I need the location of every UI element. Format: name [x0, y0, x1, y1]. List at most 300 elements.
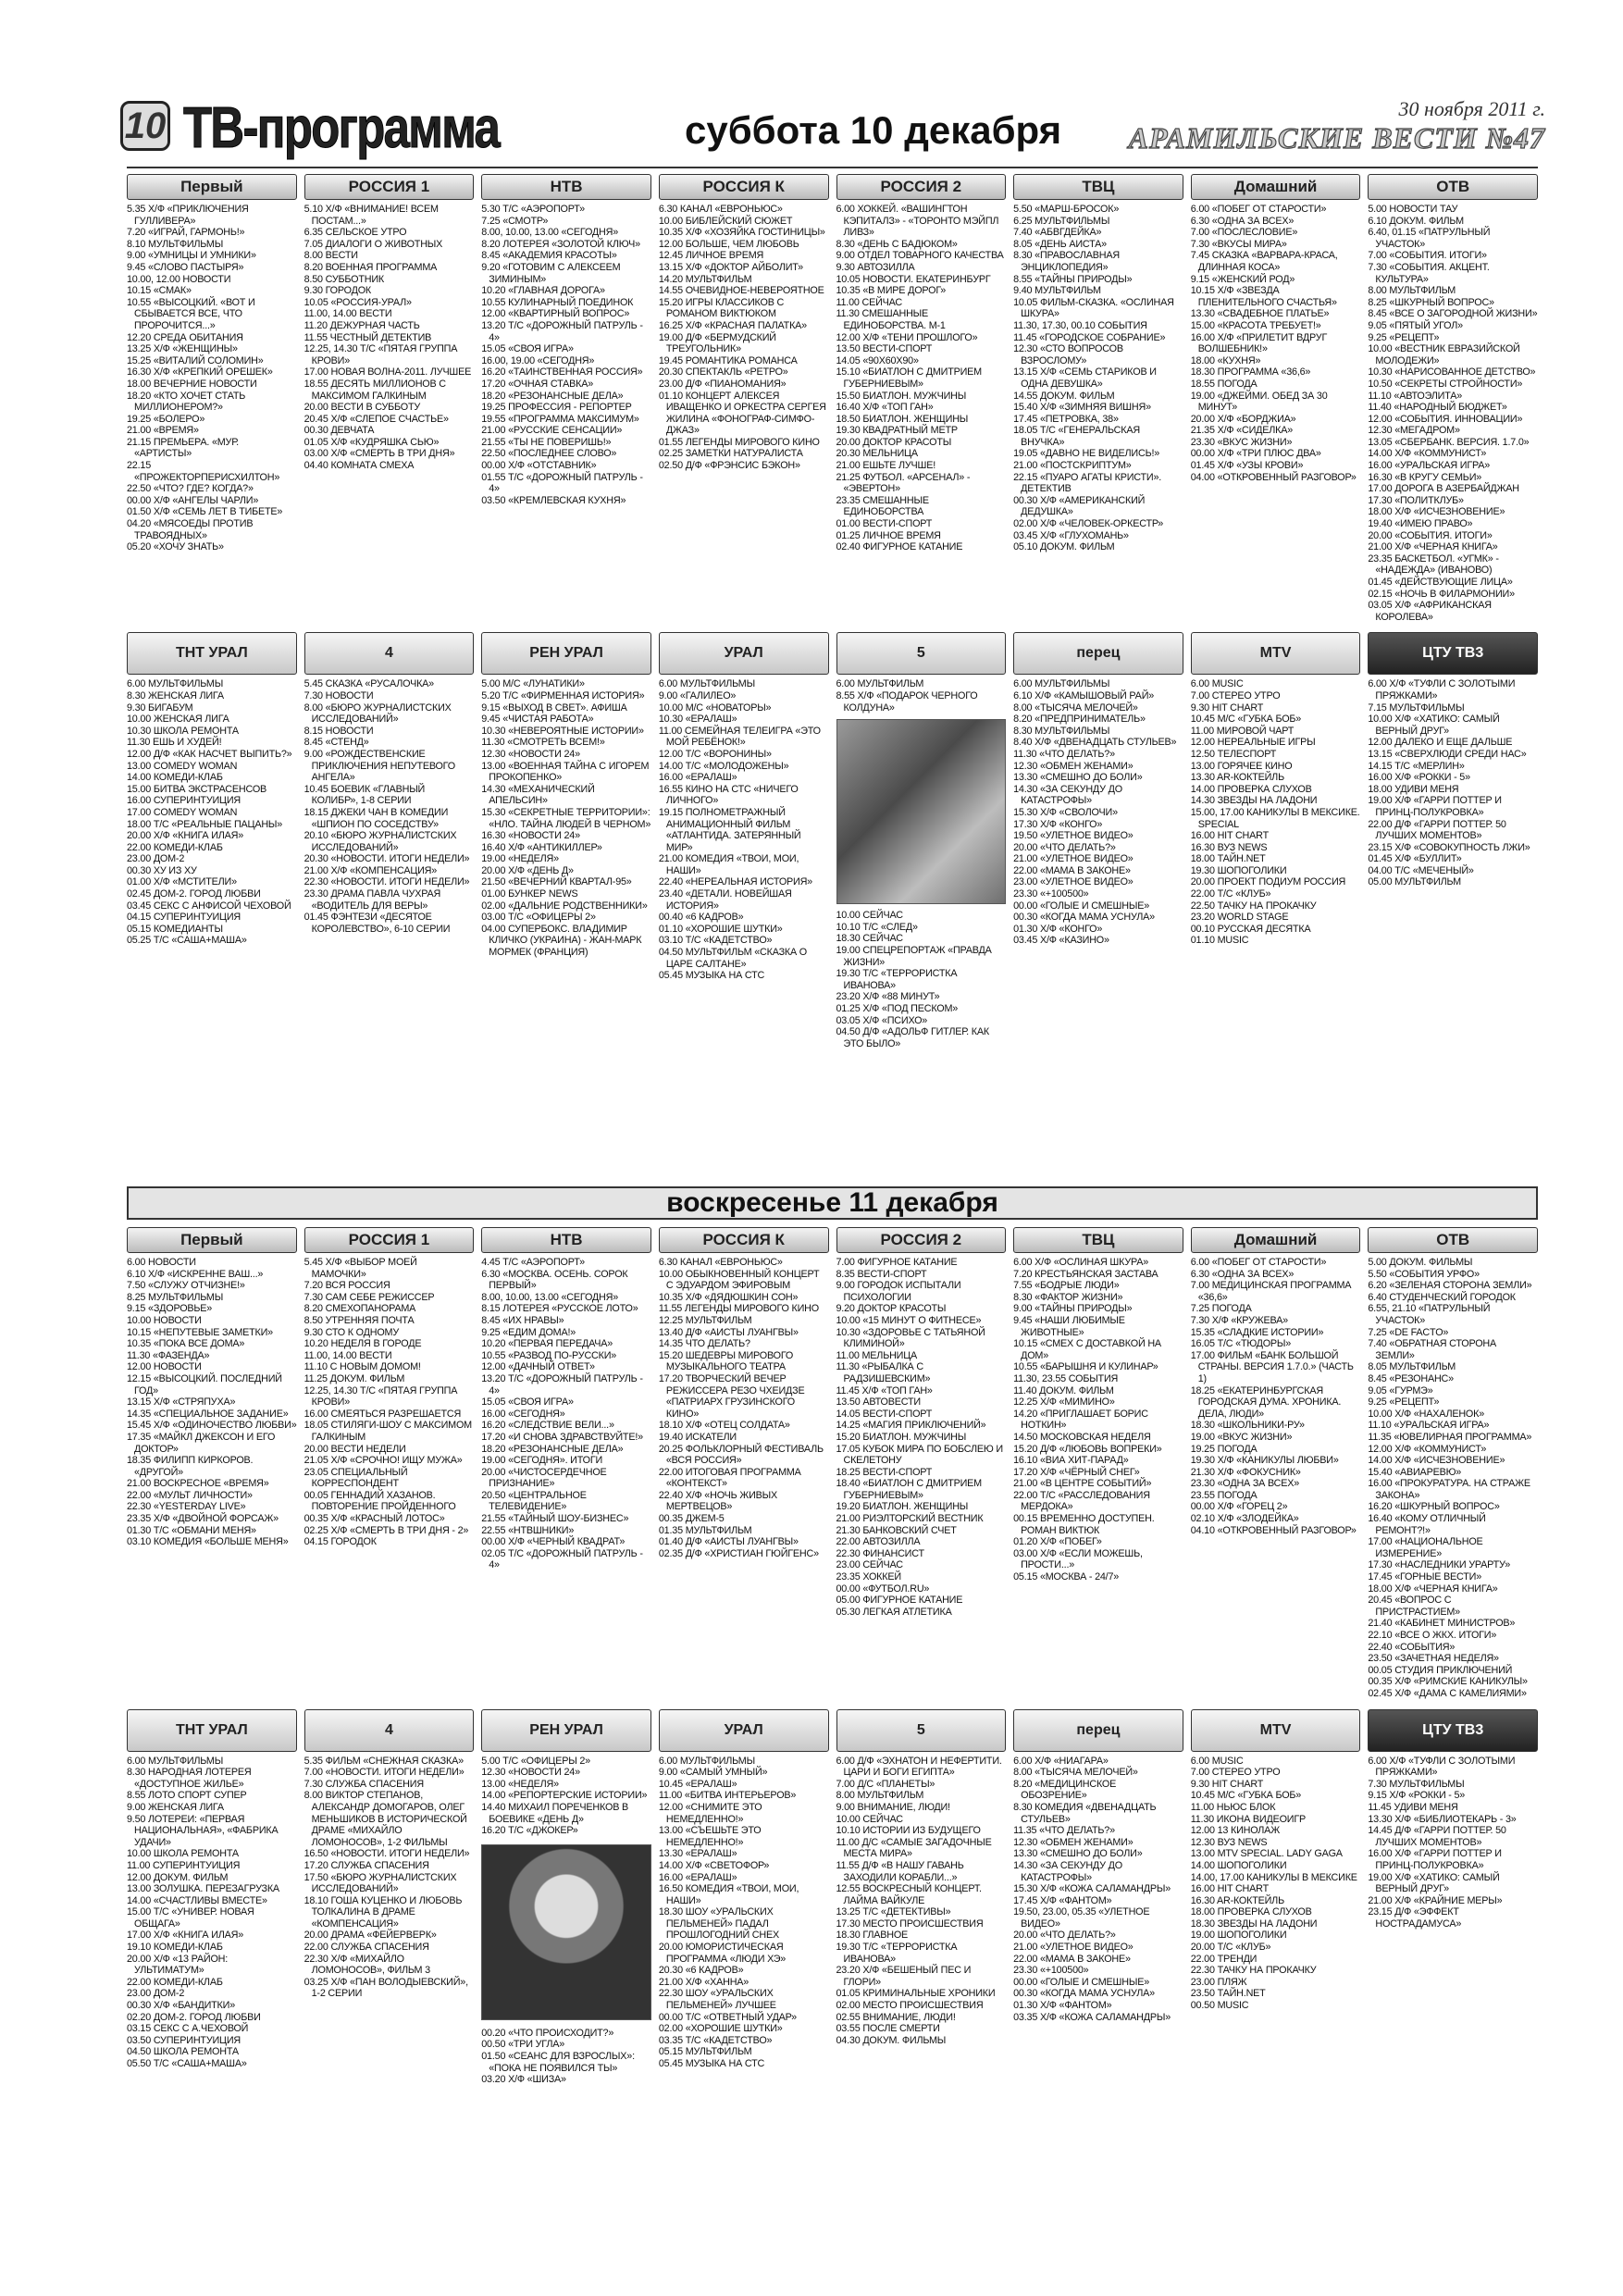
program-item: 19.55 «ПРОГРАММА МАКСИМУМ» — [481, 413, 639, 425]
sunday-heading: воскресенье 11 декабря — [127, 1186, 1538, 1220]
program-item: 14.35 «СПЕЦИАЛЬНОЕ ЗАДАНИЕ» — [127, 1408, 289, 1420]
channel-logo: 4 — [304, 1709, 475, 1752]
program-item: 23.30 «ВКУС ЖИЗНИ» — [1190, 436, 1293, 448]
channel-column — [1191, 1227, 1361, 1700]
program-item: 6.55, 21.10 «ПАТРУЛЬНЫЙ УЧАСТОК» — [1368, 1303, 1491, 1326]
program-item: 21.00 Х/Ф «ХАННА» — [658, 1976, 750, 1988]
program-item: 00.05 ГЕННАДИЙ ХАЗАНОВ. ПОВТОРЕНИЕ ПРОЙДЕННОГО — [304, 1489, 456, 1513]
program-item: 16.30 ВУЗ NEWS — [1190, 841, 1268, 853]
program-item: 10.35 «ПОКА ВСЕ ДОМА» — [127, 1338, 245, 1350]
program-item: 02.20 ДОМ-2. ГОРОД ЛЮБВИ — [127, 2011, 261, 2023]
program-item: 23.55 ПОГОДА — [1190, 1489, 1258, 1501]
program-item: 9.00 «САМЫЙ УМНЫЙ» — [658, 1767, 768, 1779]
channel-logo: РОССИЯ 2 — [836, 174, 1007, 200]
program-item: 10.50 «СЕКРЕТЫ СТРОЙНОСТИ» — [1368, 378, 1523, 390]
program-item: 21.00 «В ЦЕНТРЕ СОБЫТИЙ» — [1013, 1478, 1152, 1490]
program-item: 23.50 «ЗАЧЕТНАЯ НЕДЕЛЯ» — [1368, 1653, 1499, 1665]
program-item: 17.50 «БЮРО ЖУРНАЛИСТСКИХ ИССЛЕДОВАНИЙ» — [304, 1871, 457, 1895]
program-item: 18.40 «БИАТЛОН С ДМИТРИЕМ ГУБЕРНИЕВЫМ» — [836, 1478, 982, 1501]
program-item: 20.00 «ЧТО ДЕЛАТЬ?» — [1013, 1930, 1116, 1942]
program-item: 02.50 Д/Ф «ФРЭНСИС БЭКОН» — [658, 460, 800, 472]
program-item: 12.30 ВУЗ NEWS — [1190, 1836, 1268, 1848]
program-item: 6.30 КАНАЛ «ЕВРОНЬЮС» — [658, 204, 783, 215]
program-item: 11.30 ЕШЬ И ХУДЕЙ! — [127, 737, 222, 749]
program-item: 6.30 «ОДНА ЗА ВСЕХ» — [1190, 1268, 1295, 1280]
program-item: 00.05 СТУДИЯ ПРИКЛЮЧЕНИЙ — [1368, 1664, 1513, 1676]
program-item: 19.40 ИСКАТЕЛИ — [658, 1431, 737, 1443]
program-item: 5.30 Т/С «АЭРОПОРТ» — [481, 204, 585, 215]
program-item: 8.45 «ИХ НРАВЫ» — [481, 1314, 564, 1326]
program-item: 7.30 СЛУЖБА СПАСЕНИЯ — [304, 1778, 424, 1790]
program-item: 16.00 СМЕЯТЬСЯ РАЗРЕШАЕТСЯ — [304, 1408, 462, 1420]
program-item: 01.40 Д/Ф «АИСТЫ ЛУАНГВЫ» — [658, 1536, 799, 1548]
program-item: 8.05 «ДЕНЬ АИСТА» — [1013, 238, 1107, 250]
channel-logo: ОТВ — [1368, 174, 1538, 200]
program-item: 04.00 «ОТКРОВЕННЫЙ РАЗГОВОР» — [1190, 471, 1357, 483]
program-item: 03.50 «КРЕМЛЕВСКАЯ КУХНЯ» — [481, 494, 626, 506]
program-item: 03.45 Х/Ф «ГЛУХОМАНЬ» — [1013, 529, 1129, 541]
program-item: 6.30 КАНАЛ «ЕВРОНЬЮС» — [658, 1257, 783, 1268]
program-item: 13.50 АВТОВЕСТИ — [836, 1396, 921, 1409]
program-item: 16.10 «ВИА ХИТ-ПАРАД» — [1013, 1455, 1129, 1467]
program-item: 7.15 МУЛЬТФИЛЬМЫ — [1368, 701, 1465, 714]
program-item: 10.35 Х/Ф «ХОЗЯЙКА ГОСТИНИЦЫ» — [658, 227, 825, 239]
channel-column — [1368, 632, 1538, 1049]
program-item: 22.00 «МАМА В ЗАКОНЕ» — [1013, 1953, 1131, 1965]
program-item: 10.00 СЕЙЧАС — [836, 910, 903, 922]
program-item: 6.40 СТУДЕНЧЕСКИЙ ГОРОДОК — [1368, 1291, 1516, 1303]
program-item: 00.10 РУССКАЯ ДЕСЯТКА — [1190, 923, 1311, 935]
program-item: 19.30 КВАДРАТНЫЙ МЕТР — [836, 425, 958, 437]
program-item: 16.00 Х/Ф «ПРИЛЕТИТ ВДРУГ ВОЛШЕБНИК!» — [1190, 331, 1328, 355]
program-item: 9.30 АВТОЗИЛЛА — [836, 261, 915, 273]
program-item: 10.00 СЕЙЧАС — [836, 1813, 903, 1825]
channel-column — [1191, 1709, 1361, 2086]
program-item: 13.25 Т/С «ДЕТЕКТИВЫ» — [836, 1906, 951, 1918]
program-item: 02.35 Д/Ф «ХРИСТИАН ГЮЙГЕНС» — [658, 1547, 819, 1559]
program-item: 05.45 МУЗЫКА НА СТС — [658, 970, 765, 982]
program-item: 6.00 MUSIC — [1190, 678, 1244, 690]
program-item: 10.15 Х/Ф «ЗВЕЗДА ПЛЕНИТЕЛЬНОГО СЧАСТЬЯ» — [1190, 285, 1337, 308]
program-item: 7.00 «НОВОСТИ. ИТОГИ НЕДЕЛИ» — [304, 1767, 465, 1779]
program-item: 21.50 «ВЕЧЕРНИЙ КВАРТАЛ-95» — [481, 876, 632, 888]
program-item: 20.00 ПРОЕКТ ПОДИУМ РОССИЯ — [1190, 876, 1346, 888]
program-item: 22.00 «МАМА В ЗАКОНЕ» — [1013, 864, 1131, 876]
channel-logo: ТНТ УРАЛ — [127, 632, 297, 675]
program-item: 16.00 HIT CHART — [1190, 1883, 1269, 1895]
program-item: 17.20 «ОЧНАЯ СТАВКА» — [481, 378, 593, 390]
program-item: 00.30 Х/Ф «БАНДИТКИ» — [127, 2000, 236, 2012]
program-item: 03.00 Х/Ф «ЕСЛИ МОЖЕШЬ, ПРОСТИ...» — [1013, 1547, 1143, 1571]
program-item: 8.05 МУЛЬТФИЛЬМ — [1368, 1361, 1456, 1373]
program-item: 01.10 MUSIC — [1190, 935, 1249, 947]
program-item: 03.55 ПОСЛЕ СМЕРТИ — [836, 2023, 940, 2035]
channel-logo: УРАЛ — [659, 632, 829, 675]
program-item: 23.00 ДОМ-2 — [127, 853, 185, 865]
program-item: 18.20 «РЕЗОНАНСНЫЕ ДЕЛА» — [481, 1443, 624, 1455]
program-item: 22.15 «ПУАРО АГАТЫ КРИСТИ». ДЕТЕКТИВ — [1013, 471, 1162, 495]
program-item: 10.10 ИСТОРИИ ИЗ БУДУЩЕГО — [836, 1825, 981, 1837]
program-item: 9.15 «ЗДОРОВЬЕ» — [127, 1303, 213, 1315]
program-item: 5.35 ФИЛЬМ «СНЕЖНАЯ СКАЗКА» — [304, 1755, 464, 1767]
program-item: 04.50 МУЛЬТФИЛЬМ «СКАЗКА О ЦАРЕ САЛТАНЕ» — [658, 947, 807, 970]
program-item: 19.30 Х/Ф «КАНИКУЛЫ ЛЮБВИ» — [1190, 1455, 1339, 1467]
program-item: 23.15 Х/Ф «СОВОКУПНОСТЬ ЛЖИ» — [1368, 841, 1530, 853]
program-item: 8.20 «ПРЕДПРИНИМАТЕЛЬ» — [1013, 714, 1146, 726]
program-item: 15.30 Х/Ф «КОЖА САЛАМАНДРЫ» — [1013, 1883, 1171, 1895]
program-item: 9.00 ГОРОДОК ИСПЫТАЛИ ПСИХОЛОГИИ — [836, 1280, 961, 1303]
program-item: 9.25 «РЕЦЕПТ» — [1368, 1396, 1440, 1409]
program-item: 9.00 «ТАЙНЫ ПРИРОДЫ» — [1013, 1303, 1133, 1315]
program-item: 15.10 «БИАТЛОН С ДМИТРИЕМ ГУБЕРНИЕВЫМ» — [836, 366, 982, 390]
program-item: 10.45 М/С «ГУБКА БОБ» — [1190, 1790, 1302, 1802]
program-item: 01.45 «ДЕЙСТВУЮЩИЕ ЛИЦА» — [1368, 577, 1513, 588]
channel-column — [1368, 1709, 1538, 2086]
program-item: 12.30 «МЕГАДРОМ» — [1368, 425, 1460, 437]
program-item: 13.15 Х/Ф «ДОКТОР АЙБОЛИТ» — [658, 261, 803, 273]
channel-logo: ЦТУ ТВ3 — [1368, 1709, 1538, 1752]
program-item: 6.20 «ЗЕЛЕНАЯ СТОРОНА ЗЕМЛИ» — [1368, 1280, 1532, 1292]
channel-column — [836, 174, 1007, 623]
program-item: 13.00 ГОРЯЧЕЕ КИНО — [1190, 760, 1293, 772]
program-item: 15.20 БИАТЛОН. МУЖЧИНЫ — [836, 1431, 967, 1443]
program-item: 11.30 «СМОТРЕТЬ ВСЕМ!» — [481, 737, 605, 749]
program-item: 12.30 «НОВОСТИ 24» — [481, 1767, 580, 1779]
program-item: 7.00 СТЕРЕО УТРО — [1190, 1767, 1281, 1779]
program-item: 11.00 МЕЛЬНИЦА — [836, 1349, 918, 1361]
program-item: 8.00 ВИКТОР СТЕПАНОВ, АЛЕКСАНДР ДОМОГАРОВ, ОЛЕГ МЕНЬШИКОВ В ИСТОРИЧЕСКОЙ ДРАМЕ «МИХАЙЛО ЛОМОНОСОВ», 1-2 ФИЛЬМЫ — [304, 1790, 467, 1848]
channel-logo: ТНТ УРАЛ — [127, 1709, 297, 1752]
program-item: 11.00 СУПЕРИНТУИЦИЯ — [127, 1859, 241, 1871]
program-item: 05.15 КОМЕДИАНТЫ — [127, 923, 223, 935]
program-item: 6.00 ХОККЕЙ. «ВАШИНГТОН КЭПИТАЛЗ» - «ТОРОНТО МЭЙПЛ ЛИВЗ» — [836, 204, 999, 239]
program-item: 10.45 БОЕВИК «ГЛАВНЫЙ КОЛИБР», 1-8 СЕРИИ — [304, 783, 426, 807]
program-item: 7.40 «АБВГДЕЙКА» — [1013, 227, 1102, 239]
program-item: 17.00 ФИЛЬМ «БАНК БОЛЬШОЙ СТРАНЫ. ВЕРСИЯ 1.7.0.» (ЧАСТЬ 1) — [1190, 1349, 1354, 1384]
program-item: 16.20 «ТАИНСТВЕННАЯ РОССИЯ» — [481, 366, 643, 379]
program-item: 10.35 Х/Ф «ДЯДЮШКИН СОН» — [658, 1291, 799, 1303]
channel-column — [481, 174, 651, 623]
program-item: 00.00 «ФУТБОЛ.RU» — [836, 1582, 930, 1595]
program-item: 5.20 Т/С «ФИРМЕННАЯ ИСТОРИЯ» — [481, 689, 645, 701]
channel-column — [304, 632, 475, 1049]
program-item: 5.00 М/С «ЛУНАТИКИ» — [481, 678, 585, 690]
program-item: 17.35 «МАЙКЛ ДЖЕКСОН И ЕГО ДОКТОР» — [127, 1431, 276, 1455]
program-item: 8.10 МУЛЬТФИЛЬМЫ — [127, 238, 224, 250]
program-item: 02.00 МЕСТО ПРОИСШЕСТВИЯ — [836, 2000, 984, 2012]
program-item: 22.40 Х/Ф «НОЧЬ ЖИВЫХ МЕРТВЕЦОВ» — [658, 1489, 778, 1513]
program-item: 18.30 ЗВЕЗДЫ НА ЛАДОНИ — [1190, 1917, 1318, 1930]
program-item: 6.10 Х/Ф «КАМЫШОВЫЙ РАЙ» — [1013, 689, 1155, 701]
program-item: 7.20 ВСЯ РОССИЯ — [304, 1280, 390, 1292]
program-item: 8.45 «РЕЗОНАНС» — [1368, 1372, 1454, 1384]
program-item: 23.35 ХОККЕЙ — [836, 1571, 901, 1583]
channel-column — [1013, 1227, 1183, 1700]
program-item: 19.00 «ДЖЕЙМИ. ОБЕД ЗА 30 МИНУТ» — [1190, 390, 1328, 414]
program-item: 9.15 «ВЫХОД В СВЕТ». АФИША — [481, 701, 627, 714]
program-item: 20.00 «ЧИСТОСЕРДЕЧНОЕ ПРИЗНАНИЕ» — [481, 1466, 607, 1490]
program-item: 17.05 КУБОК МИРА ПО БОБСЛЕЮ И СКЕЛЕТОНУ — [836, 1443, 1003, 1467]
program-item: 22.00 Т/С «КЛУБ» — [1190, 888, 1271, 900]
program-item: 9.45 «НАШИ ЛЮБИМЫЕ ЖИВОТНЫЕ» — [1013, 1314, 1125, 1338]
program-item: 16.00 «ЕРАЛАШ» — [658, 772, 737, 784]
program-item: 02.00 Х/Ф «ЧЕЛОВЕК-ОРКЕСТР» — [1013, 518, 1164, 530]
program-item: 7.30 «СОБЫТИЯ. АКЦЕНТ. КУЛЬТУРА» — [1368, 261, 1490, 285]
program-item: 8.00 ВЕСТИ — [304, 250, 358, 262]
program-item: 11.30, 23.55 СОБЫТИЯ — [1013, 1372, 1119, 1384]
program-item: 12.30 «СТО ВОПРОСОВ ВЗРОСЛОМУ» — [1013, 343, 1123, 366]
program-item: 20.00 «ЧТО ДЕЛАТЬ?» — [1013, 841, 1116, 853]
program-item: 7.00 ФИГУРНОЕ КАТАНИЕ — [836, 1257, 958, 1268]
program-item: 16.50 «НОВОСТИ. ИТОГИ НЕДЕЛИ» — [304, 1848, 470, 1860]
program-item: 15.00, 17.00 КАНИКУЛЫ В МЕКСИКЕ. SPECIAL — [1190, 806, 1360, 830]
program-item: 11.30 «РЫБАЛКА С РАДЗИШЕВСКИМ» — [836, 1361, 931, 1384]
program-item: 20.30 СПЕКТАКЛЬ «РЕТРО» — [658, 366, 788, 379]
program-item: 01.05 Х/Ф «КУДРЯШКА СЬЮ» — [304, 436, 440, 448]
program-item: 02.25 ЗАМЕТКИ НАТУРАЛИСТА — [658, 448, 803, 460]
channel-logo: Первый — [127, 1227, 297, 1253]
program-item: 17.45 «ПЕТРОВКА, 38» — [1013, 413, 1119, 425]
program-item: 10.05 ФИЛЬМ-СКАЗКА. «ОСЛИНАЯ ШКУРА» — [1013, 296, 1174, 320]
program-item: 14.00 КОМЕДИ-КЛАБ — [127, 772, 223, 784]
program-item: 7.00 Д/С «ПЛАНЕТЫ» — [836, 1778, 935, 1790]
program-item: 14.00 ШОПОГОЛИКИ — [1190, 1859, 1287, 1871]
header-rule — [127, 167, 1538, 168]
program-item: 9.00 «УМНИЦЫ И УМНИКИ» — [127, 250, 256, 262]
program-item: 15.00 Т/С «УНИВЕР. НОВАЯ ОБЩАГА» — [127, 1906, 254, 1930]
program-item: 7.00 СТЕРЕО УТРО — [1190, 689, 1281, 701]
program-item: 20.00 Х/Ф «ДЕНЬ Д» — [481, 864, 574, 876]
program-item: 03.35 Х/Ф «КОЖА САЛАМАНДРЫ» — [1013, 2011, 1171, 2023]
program-item: 14.00 Т/С «МОЛОДОЖЕНЫ» — [658, 760, 789, 772]
program-item: 11.00 Д/С «САМЫЕ ЗАГАДОЧНЫЕ МЕСТА МИРА» — [836, 1836, 992, 1860]
program-item: 00.50 «ТРИ УГЛА» — [481, 2039, 565, 2051]
program-item: 02.55 ВНИМАНИЕ, ЛЮДИ! — [836, 2011, 956, 2023]
program-item: 14.30 ЗВЕЗДЫ НА ЛАДОНИ — [1190, 795, 1318, 807]
program-item: 21.05 Х/Ф «СРОЧНО! ИЩУ МУЖА» — [304, 1455, 463, 1467]
program-item: 18.00 Х/Ф «ЧЕРНАЯ КНИГА» — [1368, 1582, 1498, 1595]
program-item: 14.30 «ЗА СЕКУНДУ ДО КАТАСТРОФЫ» — [1013, 1859, 1122, 1883]
program-item: 01.50 «СЕАНС ДЛЯ ВЗРОСЛЫХ»: «ПОКА НЕ ПОЯВИЛСЯ ТЫ» — [481, 2050, 635, 2074]
program-item: 05.10 ДОКУМ. ФИЛЬМ — [1013, 541, 1115, 553]
program-item: 18.50 БИАТЛОН. ЖЕНЩИНЫ — [836, 413, 969, 425]
program-item: 21.00 РИЭЛТОРСКИЙ ВЕСТНИК — [836, 1513, 984, 1525]
program-item: 18.00 ТАЙН.NET — [1190, 853, 1266, 865]
program-item: 12.55 ВОСКРЕСНЫЙ КОНЦЕРТ. ЛАЙМА ВАЙКУЛЕ — [836, 1883, 982, 1906]
program-item: 22.00 КОМЕДИ-КЛАБ — [127, 841, 223, 853]
program-item: 9.30 HIT CHART — [1190, 1778, 1264, 1790]
channel-column — [1013, 174, 1183, 623]
channel-logo: РОССИЯ К — [659, 1227, 829, 1253]
program-item: 11.00 «БИТВА ИНТЕРЬЕРОВ» — [658, 1790, 797, 1802]
program-item: 01.20 Х/Ф «ПОБЕГ» — [1013, 1536, 1102, 1548]
program-item: 22.00 КОМЕДИ-КЛАБ — [127, 1976, 223, 1988]
program-item: 20.30 «НОВОСТИ. ИТОГИ НЕДЕЛИ» — [304, 853, 470, 865]
channel-column — [836, 1227, 1007, 1700]
program-item: 22.00 Т/С «РАССЛЕДОВАНИЯ МЕРДОКА» — [1013, 1489, 1150, 1513]
program-item: 22.00 ТРЕНДИ — [1190, 1953, 1258, 1965]
program-item: 13.25 Х/Ф «ЖЕНЩИНЫ» — [127, 343, 238, 355]
program-item: 00.30 ХУ ИЗ ХУ — [127, 864, 197, 876]
program-item: 19.45 РОМАНТИКА РОМАНСА — [658, 354, 798, 366]
program-item: 13.20 Т/С «ДОРОЖНЫЙ ПАТРУЛЬ - 4» — [481, 319, 643, 343]
program-item: 20.00 «СОБЫТИЯ. ИТОГИ» — [1368, 529, 1493, 541]
program-item: 22.30 «YESTERDAY LIVE» — [127, 1501, 246, 1513]
program-item: 05.25 Т/С «САША+МАША» — [127, 935, 247, 947]
program-item: 20.50 «ЦЕНТРАЛЬНОЕ ТЕЛЕВИДЕНИЕ» — [481, 1489, 587, 1513]
program-item: 6.00 MUSIC — [1190, 1755, 1244, 1767]
program-item: 21.00 Х/Ф «КОМПЕНСАЦИЯ» — [304, 864, 438, 876]
program-item: 8.30 МУЛЬТФИЛЬМЫ — [1013, 725, 1110, 737]
program-item: 02.40 ФИГУРНОЕ КАТАНИЕ — [836, 541, 963, 553]
program-item: 14.00 Х/Ф «СВЕТОФОР» — [658, 1859, 770, 1871]
program-item: 11.20 ДЕЖУРНАЯ ЧАСТЬ — [304, 319, 420, 331]
program-item: 12.00 Т/С «ВОРОНИНЫ» — [658, 748, 772, 760]
program-item: 18.10 Х/Ф «ОТЕЦ СОЛДАТА» — [658, 1420, 790, 1432]
program-item: 13.20 Т/С «ДОРОЖНЫЙ ПАТРУЛЬ - 4» — [481, 1372, 643, 1396]
program-item: 17.20 «И СНОВА ЗДРАВСТВУЙТЕ!» — [481, 1431, 643, 1443]
program-item: 20.25 ФОЛЬКЛОРНЫЙ ФЕСТИВАЛЬ «ВСЯ РОССИЯ» — [658, 1443, 824, 1467]
program-item: 8.00 «БЮРО ЖУРНАЛИСТСКИХ ИССЛЕДОВАНИЙ» — [304, 701, 452, 726]
program-item: 22.00 ИТОГОВАЯ ПРОГРАММА «КОНТЕКСТ» — [658, 1466, 801, 1490]
program-item: 01.50 Х/Ф «СЕМЬ ЛЕТ В ТИБЕТЕ» — [127, 506, 283, 518]
channel-column — [659, 1709, 829, 2086]
program-item: 18.30 ГЛАВНОЕ — [836, 1930, 909, 1942]
program-item: 02.05 Т/С «ДОРОЖНЫЙ ПАТРУЛЬ - 4» — [481, 1547, 643, 1571]
program-item: 11.35 «ЮВЕЛИРНАЯ ПРОГРАММА» — [1368, 1431, 1532, 1443]
channel-logo: MTV — [1191, 1709, 1361, 1752]
program-item: 12.25 МУЛЬТФИЛЬМ — [658, 1314, 752, 1326]
program-item: 22.10 «ВСЕ О ЖКХ. ИТОГИ» — [1368, 1630, 1497, 1641]
promo-photo — [836, 719, 1007, 904]
program-item: 19.30 Т/С «ТЕРРОРИСТКА ИВАНОВА» — [836, 1942, 958, 1965]
program-item: 14.30 «МЕХАНИЧЕСКИЙ АПЕЛЬСИН» — [481, 783, 595, 807]
program-item: 22.30 ТАЧКУ НА ПРОКАЧКУ — [1190, 1965, 1317, 1977]
program-item: 20.00 Х/Ф «БОРДЖИА» — [1190, 413, 1296, 425]
program-item: 13.50 ВЕСТИ-СПОРТ — [836, 343, 933, 355]
program-item: 05.30 ЛЕГКАЯ АТЛЕТИКА — [836, 1606, 952, 1618]
program-item: 6.35 СЕЛЬСКОЕ УТРО — [304, 227, 407, 239]
program-item: 13.15 «СВЕРХЛЮДИ СРЕДИ НАС» — [1368, 748, 1527, 760]
program-item: 03.45 СЕКС С АНФИСОЙ ЧЕХОВОЙ — [127, 900, 291, 912]
channel-column — [127, 174, 297, 623]
program-item: 11.30 ИКОНА ВИДЕОИГР — [1190, 1813, 1306, 1825]
program-item: 01.25 ЛИЧНОЕ ВРЕМЯ — [836, 529, 941, 541]
program-item: 12.30 «ОБМЕН ЖЕНАМИ» — [1013, 1836, 1134, 1848]
program-item: 6.00 Х/Ф «ТУФЛИ С ЗОЛОТЫМИ ПРЯЖКАМИ» — [1368, 678, 1516, 701]
issue-date: 30 ноября 2011 г. — [1398, 97, 1545, 120]
program-item: 14.00 ПРОВЕРКА СЛУХОВ — [1190, 783, 1312, 795]
program-item: 12.00 Х/Ф «КОММУНИСТ» — [1368, 1443, 1487, 1455]
program-item: 18.00 Т/С «РЕАЛЬНЫЕ ПАЦАНЫ» — [127, 818, 283, 830]
program-item: 14.20 «ПРИГЛАШАЕТ БОРИС НОТКИН» — [1013, 1408, 1148, 1432]
program-item: 6.00 МУЛЬТФИЛЬМЫ — [1013, 678, 1110, 690]
program-item: 22.40 «НЕРЕАЛЬНАЯ ИСТОРИЯ» — [658, 876, 812, 888]
program-item: 00.00 Х/Ф «ТРИ ПЛЮС ДВА» — [1190, 448, 1321, 460]
program-item: 10.55 «РАЗВОД ПО-РУССКИ» — [481, 1349, 617, 1361]
program-item: 03.45 Х/Ф «КАЗИНО» — [1013, 935, 1109, 947]
program-item: 10.05 «РОССИЯ-УРАЛ» — [304, 296, 412, 308]
program-item: 7.55 «БОДРЫЕ ЛЮДИ» — [1013, 1280, 1120, 1292]
program-item: 00.30 ДЕВЧАТА — [304, 425, 375, 437]
program-item: 05.00 ФИГУРНОЕ КАТАНИЕ — [836, 1595, 963, 1607]
program-item: 8.00 «ТЫСЯЧА МЕЛОЧЕЙ» — [1013, 1767, 1138, 1779]
saturday-schedule — [127, 174, 1538, 1049]
program-item: 18.05 Т/С «ГЕНЕРАЛЬСКАЯ ВНУЧКА» — [1013, 425, 1140, 448]
program-item: 16.00, 19.00 «СЕГОДНЯ» — [481, 354, 595, 366]
channel-logo: перец — [1013, 1709, 1183, 1752]
channel-logo: Первый — [127, 174, 297, 200]
program-item: 22.30 «НОВОСТИ. ИТОГИ НЕДЕЛИ» — [304, 876, 470, 888]
program-item: 21.35 Х/Ф «СИДЕЛКА» — [1190, 425, 1294, 437]
program-item: 11.40 «НАРОДНЫЙ БЮДЖЕТ» — [1368, 402, 1507, 414]
program-item: 7.25 ПОГОДА — [1190, 1303, 1252, 1315]
program-item: 22.50 «ЧТО? ГДЕ? КОГДА?» — [127, 483, 254, 495]
program-item: 13.05 «СБЕРБАНК. ВЕРСИЯ. 1.7.0» — [1368, 436, 1530, 448]
program-item: 01.35 МУЛЬТФИЛЬМ — [658, 1524, 752, 1536]
program-item: 12.45 ЛИЧНОЕ ВРЕМЯ — [658, 250, 764, 262]
program-item: 6.00 МУЛЬТФИЛЬМЫ — [658, 1755, 755, 1767]
program-item: 05.00 МУЛЬТФИЛЬМ — [1368, 876, 1461, 888]
program-item: 14.05 ВЕСТИ-СПОРТ — [836, 1408, 933, 1420]
program-item: 8.45 «СТЕНД» — [304, 737, 369, 749]
program-item: 10.00 Х/Ф «НАХАЛЕНОК» — [1368, 1408, 1485, 1420]
program-item: 01.00 Х/Ф «МСТИТЕЛИ» — [127, 876, 237, 888]
program-item: 19.30 Т/С «ТЕРРОРИСТКА ИВАНОВА» — [836, 968, 958, 991]
program-item: 10.45 М/С «ГУБКА БОБ» — [1190, 714, 1302, 726]
channel-logo: 5 — [836, 1709, 1007, 1752]
program-item: 19.50 «УЛЕТНОЕ ВИДЕО» — [1013, 830, 1134, 842]
program-item: 12.50 ТЕЛЕСПОРТ — [1190, 748, 1277, 760]
program-item: 01.00 БУНКЕР NEWS — [481, 888, 578, 900]
program-item: 11.45 «ГОРОДСКОЕ СОБРАНИЕ» — [1013, 331, 1166, 343]
program-item: 10.00 ШКОЛА РЕМОНТА — [127, 1848, 239, 1860]
program-item: 11.35 «ЧТО ДЕЛАТЬ?» — [1013, 1825, 1115, 1837]
program-item: 16.50 КОМЕДИЯ «ТВОИ, МОИ, НАШИ» — [658, 1883, 799, 1906]
program-item: 6.00 Д/Ф «ЭХНАТОН И НЕФЕРТИТИ. ЦАРИ И БОГИ ЕГИПТА» — [836, 1755, 1002, 1779]
program-item: 00.30 Х/Ф «АМЕРИКАНСКИЙ ДЕДУШКА» — [1013, 494, 1146, 518]
program-item: 8.00, 10.00, 13.00 «СЕГОДНЯ» — [481, 1291, 619, 1303]
program-item: 16.40 Х/Ф «ТОП ГАН» — [836, 402, 934, 414]
program-item: 01.30 Т/С «ОБМАНИ МЕНЯ» — [127, 1524, 256, 1536]
program-item: 21.30 Х/Ф «ФОКУСНИК» — [1190, 1466, 1301, 1478]
program-item: 19.00 СПЕЦРЕПОРТАЖ «ПРАВДА ЖИЗНИ» — [836, 944, 992, 968]
channel-column — [659, 1227, 829, 1700]
program-item: 18.30 ШОУ «УРАЛЬСКИХ ПЕЛЬМЕНЕЙ» ПАДАЛ ПРОШЛОГОДНИЙ СНЕХ — [658, 1906, 780, 1942]
program-item: 23.20 WORLD STAGE — [1190, 912, 1289, 924]
program-item: 8.45 «АКАДЕМИЯ КРАСОТЫ» — [481, 250, 617, 262]
program-item: 14.20 МУЛЬТФИЛЬМ — [658, 273, 752, 285]
channel-column — [836, 632, 1007, 1049]
program-item: 10.55 «БАРЫШНЯ И КУЛИНАР» — [1013, 1361, 1158, 1373]
program-item: 21.00 КОМЕДИЯ «ТВОИ, МОИ, НАШИ» — [658, 853, 799, 876]
program-item: 10.00, 12.00 НОВОСТИ — [127, 273, 231, 285]
program-item: 23.30 «+100500» — [1013, 888, 1089, 900]
page-header — [120, 97, 1545, 162]
program-item: 10.00 Х/Ф «ХАТИКО: САМЫЙ ВЕРНЫЙ ДРУГ» — [1368, 714, 1500, 737]
program-item: 20.00 ДОКТОР КРАСОТЫ — [836, 436, 952, 448]
program-item: 16.30 «В КРУГУ СЕМЬИ» — [1368, 471, 1482, 483]
program-item: 01.45 ФЭНТЕЗИ «ДЕСЯТОЕ КОРОЛЕВСТВО», 6-10 СЕРИИ — [304, 912, 451, 935]
program-item: 16.20 «ШКУРНЫЙ ВОПРОС» — [1368, 1501, 1500, 1513]
program-item: 10.15 «СМАК» — [127, 285, 192, 297]
program-item: 12.25, 14.30 Т/С «ПЯТАЯ ГРУППА КРОВИ» — [304, 343, 458, 366]
program-item: 18.10 ГОША КУЦЕНКО И ЛЮБОВЬ ТОЛКАЛИНА В ДРАМЕ «КОМПЕНСАЦИЯ» — [304, 1894, 463, 1930]
program-item: 18.00 Х/Ф «ИСЧЕЗНОВЕНИЕ» — [1368, 506, 1505, 518]
channel-logo: РЕН УРАЛ — [481, 632, 651, 675]
program-item: 11.00, 14.00 ВЕСТИ — [304, 308, 392, 320]
program-item: 12.25, 14.30 Т/С «ПЯТАЯ ГРУППА КРОВИ» — [304, 1384, 458, 1409]
